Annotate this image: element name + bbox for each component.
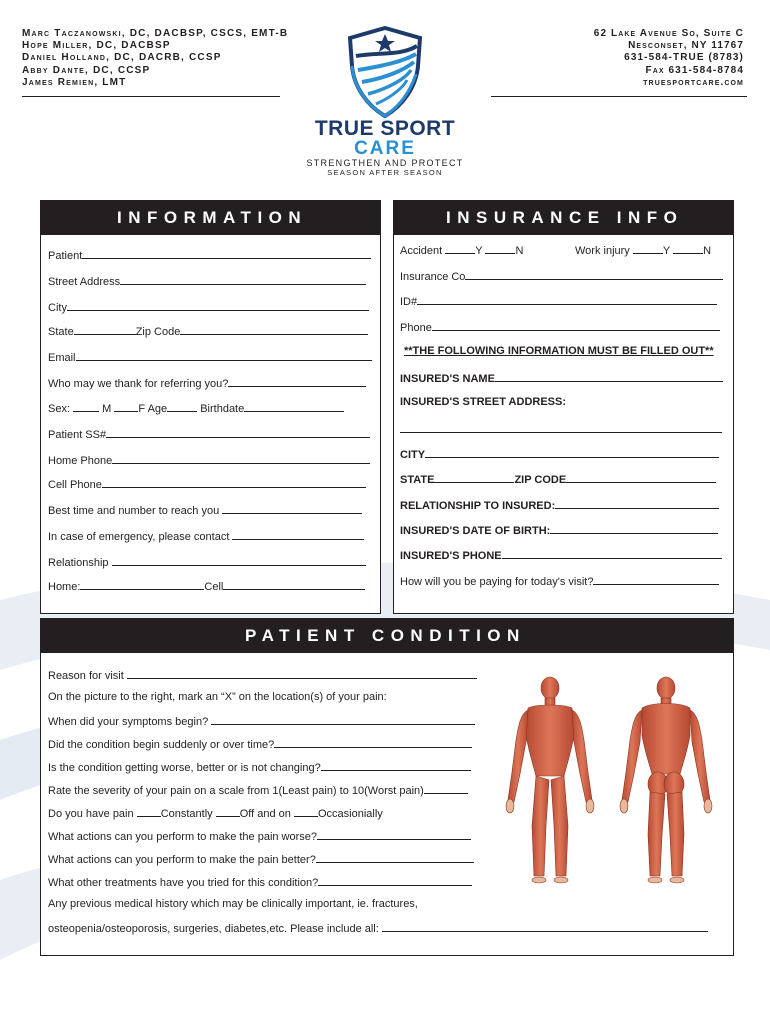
insured-state-zip-field[interactable] xyxy=(400,472,716,486)
history-input-line[interactable] xyxy=(382,921,708,932)
cell-input-line[interactable] xyxy=(223,579,365,590)
staff-name: James Remien, LMT xyxy=(22,76,127,88)
phone-line: 631-584-TRUE (8783) xyxy=(624,52,744,64)
insured-zip-label: ZIP CODE xyxy=(514,474,567,486)
best-time-label: Best time and number to reach you xyxy=(48,505,220,517)
payment-field[interactable] xyxy=(400,574,719,588)
accident-label: Accident xyxy=(400,245,443,257)
yes-label: Y xyxy=(662,245,671,257)
cell-phone-field[interactable] xyxy=(48,477,366,491)
website-line: truesportcare.com xyxy=(643,76,744,88)
patient-condition-title: PATIENT CONDITION xyxy=(41,619,733,653)
home-cell-field[interactable] xyxy=(48,579,365,593)
zip-input-line[interactable] xyxy=(180,324,368,335)
worse-field[interactable] xyxy=(48,760,471,774)
back-body-figure xyxy=(620,677,712,883)
male-input-line[interactable] xyxy=(73,401,99,412)
insured-city-input-line[interactable] xyxy=(425,447,719,458)
insured-dob-input-line[interactable] xyxy=(550,523,718,534)
emergency-input-line[interactable] xyxy=(232,529,364,540)
relationship-label: Relationship xyxy=(48,557,109,569)
female-label: F xyxy=(138,403,146,415)
accident-no-line[interactable] xyxy=(485,243,515,254)
home-phone-input-line[interactable] xyxy=(112,453,370,464)
phone-label: Phone xyxy=(400,322,432,334)
insured-city-label: CITY xyxy=(400,449,426,461)
treatments-label: What other treatments have you tried for this condition? xyxy=(48,877,319,889)
accident-yes-line[interactable] xyxy=(445,243,475,254)
reason-label: Reason for visit xyxy=(48,670,124,682)
best-time-field[interactable] xyxy=(48,503,362,517)
city-label: City xyxy=(48,302,67,314)
treatments-input-line[interactable] xyxy=(318,875,472,886)
contact-info xyxy=(514,28,744,89)
insured-name-input-line[interactable] xyxy=(495,371,723,382)
no-label: N xyxy=(703,245,712,257)
phone-field[interactable] xyxy=(400,320,720,334)
patient-input-line[interactable] xyxy=(82,248,371,259)
state-input-line[interactable] xyxy=(74,324,136,335)
staff-name: Abby Dante, DC, CCSP xyxy=(22,64,151,76)
logo-name: TRUE SPORT xyxy=(314,117,456,140)
home-input-line[interactable] xyxy=(80,579,204,590)
home-phone-label: Home Phone xyxy=(48,455,113,467)
insured-phone-input-line[interactable] xyxy=(502,548,722,559)
email-field[interactable] xyxy=(48,350,372,364)
cell-phone-input-line[interactable] xyxy=(102,477,366,488)
ss-label: Patient SS# xyxy=(48,429,107,441)
header-rule xyxy=(22,96,280,97)
worse-label: Is the condition getting worse, better or is not changing? xyxy=(48,762,321,774)
better-actions-input-line[interactable] xyxy=(316,852,474,863)
body-diagram[interactable] xyxy=(490,676,730,886)
referral-label: Who may we thank for referring you? xyxy=(48,378,229,390)
work-no-line[interactable] xyxy=(673,243,703,254)
severity-field[interactable] xyxy=(48,783,468,797)
history-field[interactable] xyxy=(48,921,708,935)
reason-field[interactable] xyxy=(48,668,477,682)
zip-label: Zip Code xyxy=(135,326,181,338)
insured-city-field[interactable] xyxy=(400,447,719,461)
age-input-line[interactable] xyxy=(167,401,197,412)
work-injury-label: Work injury xyxy=(575,245,630,257)
pain-frequency-label: Do you have pain xyxy=(48,808,134,820)
history-label: osteopenia/osteoporosis, surgeries, diabetes,etc. Please include all: xyxy=(48,923,379,935)
staff-name: Marc Taczanowski, DC, DACBSP, CSCS, EMT-B xyxy=(22,28,289,39)
symptoms-begin-field[interactable] xyxy=(48,714,475,728)
accident-field[interactable] xyxy=(400,243,523,257)
patient-label: Patient xyxy=(48,250,83,262)
logo-tagline: SEASON AFTER SEASON xyxy=(327,168,443,177)
street-field[interactable] xyxy=(48,274,366,288)
work-yes-line[interactable] xyxy=(633,243,663,254)
off-on-line[interactable] xyxy=(216,806,240,817)
email-input-line[interactable] xyxy=(76,350,372,361)
state-label: State xyxy=(48,326,74,338)
information-title: INFORMATION xyxy=(41,201,380,235)
phone-input-line[interactable] xyxy=(432,320,720,331)
sudden-field[interactable] xyxy=(48,737,472,751)
severity-input-line[interactable] xyxy=(424,783,468,794)
required-notice: **THE FOLLOWING INFORMATION MUST BE FILLED OUT** xyxy=(404,345,714,357)
id-label: ID# xyxy=(400,296,418,308)
pain-frequency-field[interactable] xyxy=(48,806,383,820)
logo-tagline: STRENGTHEN AND PROTECT xyxy=(306,158,464,168)
reason-input-line[interactable] xyxy=(127,668,477,679)
relationship-input-line[interactable] xyxy=(112,555,366,566)
off-on-label: Off and on xyxy=(239,808,291,820)
relationship-insured-input-line[interactable] xyxy=(555,498,719,509)
address-line: Nesconset, NY 11767 xyxy=(628,40,744,52)
id-field[interactable] xyxy=(400,294,717,308)
insured-name-field[interactable] xyxy=(400,371,723,385)
insured-dob-field[interactable] xyxy=(400,523,718,537)
birthdate-label: Birthdate xyxy=(200,403,245,415)
severity-label: Rate the severity of your pain on a scale from 1(Least pain) to 10(Worst pain) xyxy=(48,785,424,797)
logo-care: CARE xyxy=(354,138,416,159)
home-phone-field[interactable] xyxy=(48,453,370,467)
history-line-1: Any previous medical history which may be clinically important, ie. fractures, xyxy=(48,898,418,910)
sex-label: Sex: xyxy=(48,403,71,415)
insured-address-input-line[interactable] xyxy=(400,422,722,433)
better-actions-label: What actions can you perform to make the pain better? xyxy=(48,854,316,866)
insurance-title: INSURANCE INFO xyxy=(394,201,733,235)
id-input-line[interactable] xyxy=(417,294,717,305)
insured-state-label: STATE xyxy=(400,474,435,486)
occasionally-label: Occasionially xyxy=(317,808,383,820)
cell-label: Cell xyxy=(204,581,224,593)
insurance-co-input-line[interactable] xyxy=(465,269,723,280)
occasionally-line[interactable] xyxy=(294,806,318,817)
cell-phone-label: Cell Phone xyxy=(48,479,102,491)
patient-field[interactable] xyxy=(48,248,371,262)
payment-input-line[interactable] xyxy=(593,574,719,585)
city-input-line[interactable] xyxy=(67,300,369,311)
state-zip-field[interactable] xyxy=(48,324,368,338)
sudden-input-line[interactable] xyxy=(274,737,472,748)
worse-input-line[interactable] xyxy=(321,760,471,771)
work-injury-field[interactable] xyxy=(575,243,711,257)
front-body-figure xyxy=(506,677,594,883)
insured-zip-input-line[interactable] xyxy=(566,472,716,483)
insured-name-label: INSURED'S NAME xyxy=(400,373,495,385)
symptoms-begin-input-line[interactable] xyxy=(211,714,475,725)
symptoms-begin-label: When did your symptoms begin? xyxy=(48,716,209,728)
worse-actions-input-line[interactable] xyxy=(317,829,471,840)
emergency-field[interactable] xyxy=(48,529,364,543)
worse-actions-field[interactable] xyxy=(48,829,471,843)
male-label: M xyxy=(102,403,112,415)
insured-phone-field[interactable] xyxy=(400,548,722,562)
mark-instruction: On the picture to the right, mark an “X” on the location(s) of your pain: xyxy=(48,691,387,703)
emergency-label: In case of emergency, please contact xyxy=(48,531,230,543)
header-rule xyxy=(491,96,747,97)
relationship-insured-label: RELATIONSHIP TO INSURED: xyxy=(400,500,556,512)
referral-field[interactable] xyxy=(48,376,366,390)
email-label: Email xyxy=(48,352,76,364)
best-time-input-line[interactable] xyxy=(222,503,362,514)
yes-label: Y xyxy=(475,245,483,257)
fax-line: Fax 631-584-8784 xyxy=(645,64,744,76)
insurance-co-field[interactable] xyxy=(400,269,723,283)
insurance-co-label: Insurance Co xyxy=(400,271,466,283)
constantly-label: Constantly xyxy=(160,808,213,820)
insured-state-input-line[interactable] xyxy=(434,472,514,483)
ss-field[interactable] xyxy=(48,427,370,441)
age-label: Age xyxy=(147,403,168,415)
staff-name: Daniel Holland, DC, DACRB, CCSP xyxy=(22,52,222,64)
insured-phone-label: INSURED'S PHONE xyxy=(400,550,502,562)
insured-dob-label: INSURED'S DATE OF BIRTH: xyxy=(400,525,551,537)
better-actions-field[interactable] xyxy=(48,852,474,866)
staff-list xyxy=(22,28,289,89)
street-label: Street Address xyxy=(48,276,121,288)
worse-actions-label: What actions can you perform to make the pain worse? xyxy=(48,831,318,843)
address-line: 62 Lake Avenue So, Suite C xyxy=(593,28,744,39)
no-label: N xyxy=(515,245,524,257)
home-label: Home: xyxy=(48,581,81,593)
payment-label: How will you be paying for today's visit? xyxy=(400,576,594,588)
ss-input-line[interactable] xyxy=(106,427,370,438)
insured-address-label: INSURED'S STREET ADDRESS: xyxy=(400,396,567,408)
insured-address-field[interactable] xyxy=(400,422,722,436)
sex-age-field[interactable] xyxy=(48,401,344,415)
treatments-field[interactable] xyxy=(48,875,472,889)
sudden-label: Did the condition begin suddenly or over time? xyxy=(48,739,275,751)
birthdate-input-line[interactable] xyxy=(244,401,344,412)
city-field[interactable] xyxy=(48,300,369,314)
staff-name: Hope Miller, DC, DACBSP xyxy=(22,40,171,52)
female-input-line[interactable] xyxy=(114,401,138,412)
constantly-line[interactable] xyxy=(137,806,161,817)
referral-input-line[interactable] xyxy=(228,376,366,387)
relationship-insured-field[interactable] xyxy=(400,498,719,512)
relationship-field[interactable] xyxy=(48,555,366,569)
street-input-line[interactable] xyxy=(120,274,366,285)
